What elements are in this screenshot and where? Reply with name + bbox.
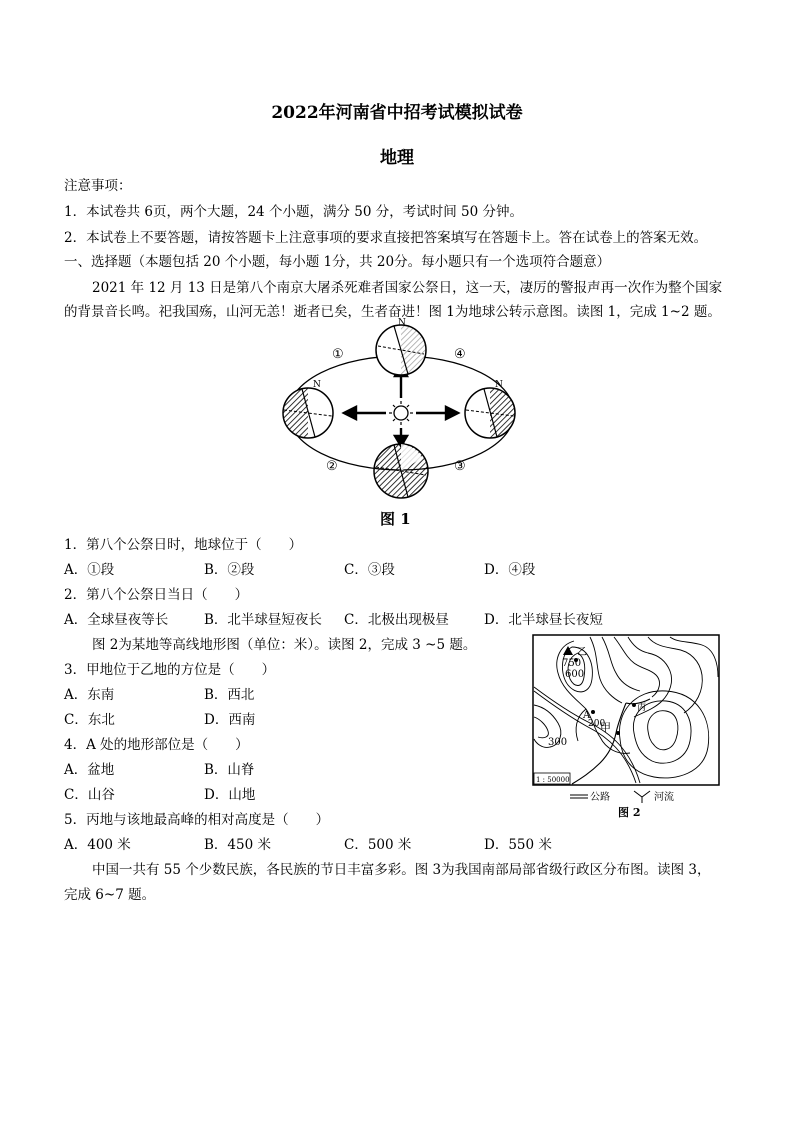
q5-option-a: A．400 米 [64,837,131,853]
svg-text:N: N [313,380,321,390]
label-300: 300 [548,737,568,748]
figure2-contour-map [530,633,722,823]
q1-option-a: A．①段 [64,562,115,578]
segment-label-1: ① [332,347,344,362]
exam-title: 2022年河南省中招考试模拟试卷 [271,103,523,123]
label-jia: 甲 [600,721,611,734]
intro3-line1: 中国一共有 55 个少数民族，各民族的节日丰富多彩。图 3为我国南部局部省级行政区分布图。读图 3， [92,862,711,878]
q4-stem: 4．A 处的地形部位是（ ） [64,737,249,753]
svg-text:N: N [398,437,406,447]
q5-option-d: D．550 米 [484,837,552,853]
figure1-caption: 图 1 [380,510,411,528]
section-heading: 一、选择题（本题包括 20 个小题，每小题 1分，共 20分。每小题只有一个选项符合题意） [64,254,611,270]
q4-option-b: B．山脊 [204,762,255,778]
q2-option-c: C．北极出现极昼 [344,612,449,628]
label-600: 600 [565,669,585,680]
legend-road: 公路 [590,792,610,803]
point-jia [616,731,620,735]
earth-bottom [374,437,428,498]
notice-item-2: 2．本试卷上不要答题，请按答题卡上注意事项的要求直接把答案填写在答题卡上。答在试卷上的答案无效。 [64,230,708,246]
figure2-caption: 图 2 [618,806,641,819]
intro1-line1: 2021 年 12 月 13 日是第八个南京大屠杀死难者国家公祭日，这一天，凄厉的警报声再一次作为整个国家 [92,280,723,296]
intro2: 图 2为某地等高线地形图（单位：米）。读图 2，完成 3 ~5 题。 [92,637,477,653]
segment-label-2: ② [326,459,338,474]
label-200: 200 [588,719,606,729]
q1-option-b: B．②段 [204,562,255,578]
q4-option-a: A．盆地 [64,762,115,778]
q3-option-b: B．西北 [204,687,255,703]
notice-item-1: 1．本试卷共 6页，两个大题，24 个小题，满分 50 分，考试时间 50 分钟。 [64,204,523,220]
q5-option-b: B．450 米 [204,837,271,853]
q3-option-a: A．东南 [64,687,115,703]
point-a [591,710,595,714]
q1-option-c: C．③段 [344,562,395,578]
figure1-revolution-diagram [270,318,530,506]
earth-top [376,318,426,375]
intro3-line2: 完成 6~7 题。 [64,887,156,903]
label-bing: 丙 [637,703,647,713]
q4-option-c: C．山谷 [64,787,115,803]
map-legend [570,790,674,803]
label-yi: 乙 [577,647,587,658]
label-750: 750 [562,658,582,669]
segment-label-4: ④ [454,347,466,362]
sun-icon [389,401,413,425]
point-bing [632,703,636,707]
map-scale: 1 : 50000 [536,776,570,784]
q3-option-d: D．西南 [204,712,256,728]
notice-heading: 注意事项： [64,178,132,194]
subject-title: 地理 [380,148,414,168]
q1-stem: 1．第八个公祭日时，地球位于（ ） [64,537,303,553]
q2-option-d: D．北半球昼长夜短 [484,612,603,628]
q2-stem: 2．第八个公祭日当日（ ） [64,587,249,603]
segment-label-3: ③ [454,459,466,474]
label-a: A [583,710,591,721]
sunlight-arrows [344,364,458,446]
q4-option-d: D．山地 [204,787,256,803]
q5-option-c: C．500 米 [344,837,412,853]
svg-text:N: N [495,380,503,390]
legend-river: 河流 [654,792,674,803]
q3-option-c: C．东北 [64,712,115,728]
q1-option-d: D．④段 [484,562,536,578]
earth-right [465,380,515,438]
q2-option-b: B．北半球昼短夜长 [204,612,322,628]
q3-stem: 3．甲地位于乙地的方位是（ ） [64,662,276,678]
earth-left [283,380,333,438]
q5-stem: 5．丙地与该地最高峰的相对高度是（ ） [64,812,330,828]
intro1-line2: 的背景音长鸣。祀我国殇，山河无恙！逝者已矣，生者奋进！图 1为地球公转示意图。读图 1，完成 1~2 题。 [64,304,721,320]
q2-option-a: A．全球昼夜等长 [64,612,169,628]
svg-text:N: N [398,318,406,328]
